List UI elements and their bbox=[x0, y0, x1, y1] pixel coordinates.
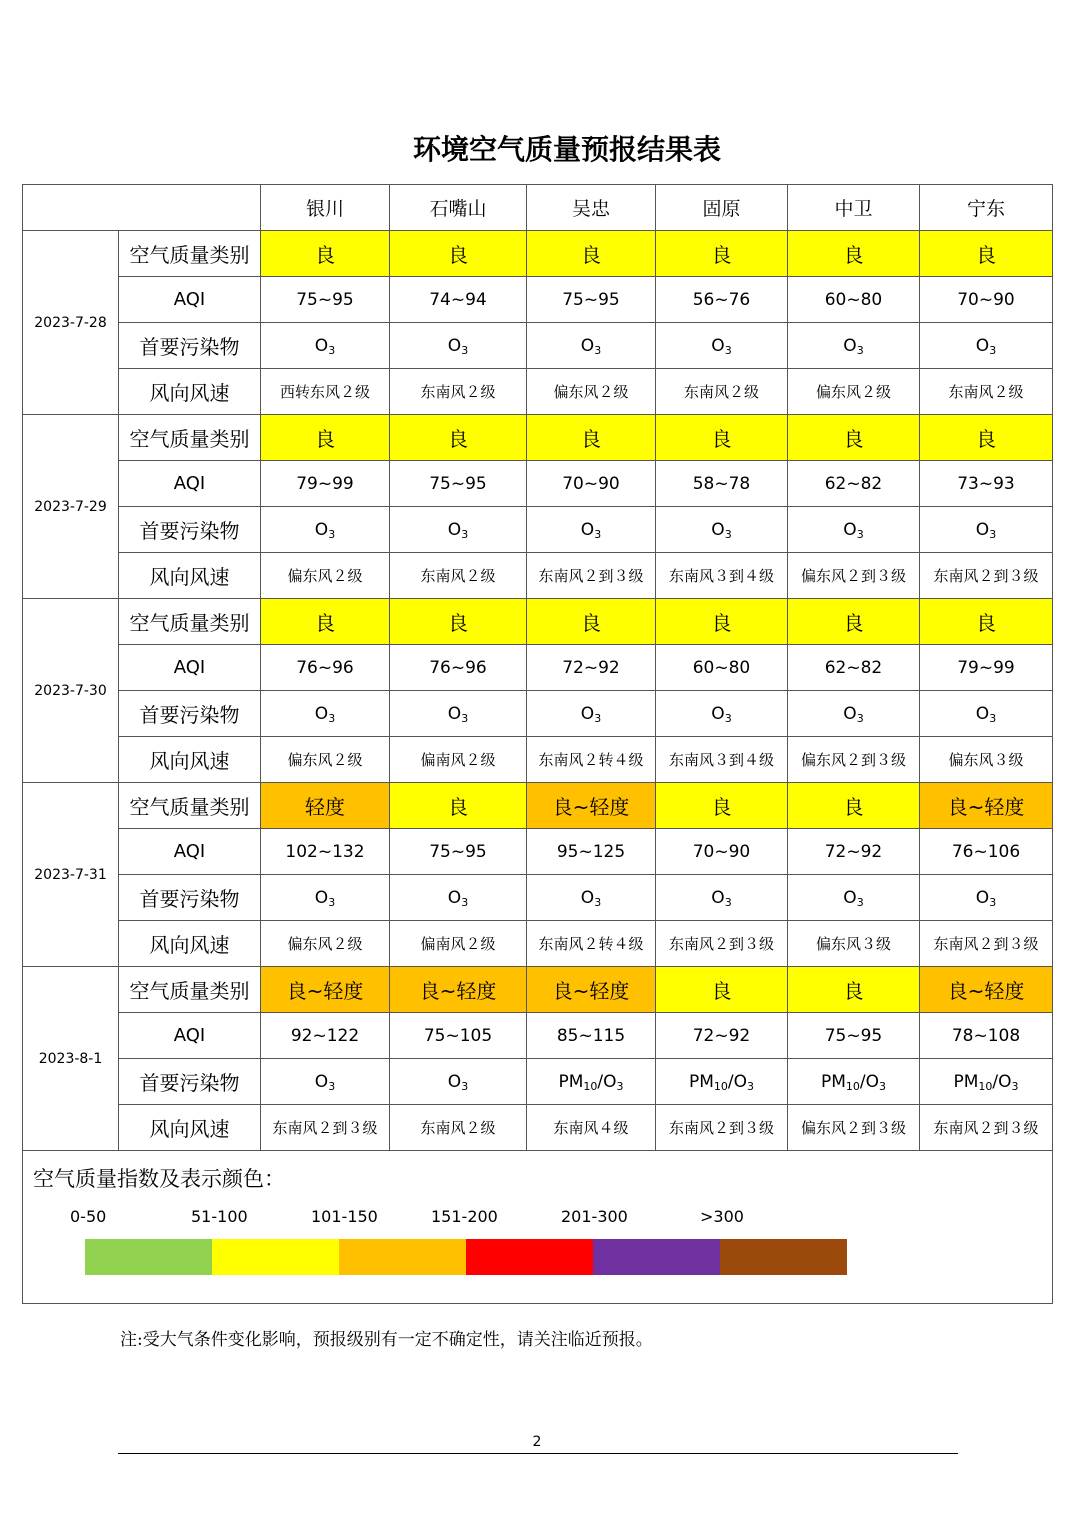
pollutant-cell: $PM_{10}/O_3$ bbox=[920, 1059, 1053, 1105]
category-cell: 良 bbox=[261, 415, 390, 461]
date-cell: 2023-7-28 bbox=[23, 231, 119, 415]
aqi-cell: 74~94 bbox=[390, 277, 527, 323]
row-aqi bbox=[23, 1013, 1053, 1059]
row-category bbox=[23, 783, 1053, 829]
category-cell: 良 bbox=[656, 967, 788, 1013]
category-cell: 良 bbox=[656, 783, 788, 829]
row-category bbox=[23, 415, 1053, 461]
legend-swatch bbox=[212, 1239, 339, 1275]
aqi-cell: 75~105 bbox=[390, 1013, 527, 1059]
date-cell: 2023-7-29 bbox=[23, 415, 119, 599]
pollutant-cell: $O_3$ bbox=[390, 1059, 527, 1105]
aqi-cell: 102~132 bbox=[261, 829, 390, 875]
city-header: 银川 bbox=[261, 185, 390, 231]
aqi-cell: 60~80 bbox=[788, 277, 920, 323]
pollutant-cell: $O_3$ bbox=[788, 323, 920, 369]
legend-label: 201-300 bbox=[561, 1207, 628, 1226]
legend-row bbox=[23, 1151, 1053, 1304]
row-label-pollutant: 首要污染物 bbox=[119, 1059, 261, 1105]
row-label-aqi: AQI bbox=[119, 1013, 261, 1059]
legend-swatch bbox=[85, 1239, 212, 1275]
wind-cell: 东南风４级 bbox=[527, 1105, 656, 1151]
category-cell: 良 bbox=[390, 231, 527, 277]
pollutant-cell: $O_3$ bbox=[390, 323, 527, 369]
date-cell: 2023-7-31 bbox=[23, 783, 119, 967]
category-cell: 良~轻度 bbox=[920, 783, 1053, 829]
wind-cell: 东南风２到３级 bbox=[920, 921, 1053, 967]
legend-swatch bbox=[593, 1239, 720, 1275]
row-label-pollutant: 首要污染物 bbox=[119, 691, 261, 737]
pollutant-cell: $O_3$ bbox=[920, 507, 1053, 553]
row-label-category: 空气质量类别 bbox=[119, 231, 261, 277]
forecast-table bbox=[22, 184, 1053, 1304]
pollutant-cell: $O_3$ bbox=[920, 875, 1053, 921]
category-cell: 良 bbox=[788, 967, 920, 1013]
aqi-cell: 70~90 bbox=[920, 277, 1053, 323]
header-corner bbox=[23, 185, 261, 231]
row-label-wind: 风向风速 bbox=[119, 921, 261, 967]
wind-cell: 东南风３到４级 bbox=[656, 737, 788, 783]
row-category bbox=[23, 599, 1053, 645]
city-header: 宁东 bbox=[920, 185, 1053, 231]
aqi-cell: 95~125 bbox=[527, 829, 656, 875]
city-header: 固原 bbox=[656, 185, 788, 231]
wind-cell: 偏南风２级 bbox=[390, 737, 527, 783]
wind-cell: 东南风２到３级 bbox=[527, 553, 656, 599]
wind-cell: 西转东风２级 bbox=[261, 369, 390, 415]
category-cell: 良 bbox=[261, 599, 390, 645]
aqi-cell: 72~92 bbox=[656, 1013, 788, 1059]
row-label-wind: 风向风速 bbox=[119, 1105, 261, 1151]
wind-cell: 东南风２级 bbox=[656, 369, 788, 415]
legend-swatch bbox=[466, 1239, 593, 1275]
row-aqi bbox=[23, 645, 1053, 691]
row-aqi bbox=[23, 829, 1053, 875]
wind-cell: 偏东风２级 bbox=[261, 553, 390, 599]
row-pollutant bbox=[23, 1059, 1053, 1105]
legend-label: 101-150 bbox=[311, 1207, 378, 1226]
wind-cell: 偏东风２级 bbox=[261, 921, 390, 967]
wind-cell: 偏东风２到３级 bbox=[788, 1105, 920, 1151]
category-cell: 良~轻度 bbox=[390, 967, 527, 1013]
row-label-wind: 风向风速 bbox=[119, 553, 261, 599]
pollutant-cell: $O_3$ bbox=[920, 323, 1053, 369]
category-cell: 良 bbox=[656, 599, 788, 645]
aqi-cell: 75~95 bbox=[788, 1013, 920, 1059]
aqi-cell: 62~82 bbox=[788, 461, 920, 507]
aqi-cell: 75~95 bbox=[527, 277, 656, 323]
wind-cell: 偏东风２到３级 bbox=[788, 553, 920, 599]
row-label-aqi: AQI bbox=[119, 829, 261, 875]
category-cell: 良 bbox=[920, 415, 1053, 461]
aqi-cell: 75~95 bbox=[390, 829, 527, 875]
row-label-aqi: AQI bbox=[119, 645, 261, 691]
row-label-category: 空气质量类别 bbox=[119, 415, 261, 461]
pollutant-cell: $O_3$ bbox=[261, 507, 390, 553]
category-cell: 良 bbox=[788, 599, 920, 645]
category-cell: 良 bbox=[261, 231, 390, 277]
aqi-cell: 76~96 bbox=[390, 645, 527, 691]
wind-cell: 偏东风３级 bbox=[788, 921, 920, 967]
pollutant-cell: $O_3$ bbox=[527, 875, 656, 921]
aqi-cell: 79~99 bbox=[920, 645, 1053, 691]
row-wind bbox=[23, 921, 1053, 967]
aqi-cell: 62~82 bbox=[788, 645, 920, 691]
category-cell: 良 bbox=[788, 783, 920, 829]
row-label-pollutant: 首要污染物 bbox=[119, 875, 261, 921]
pollutant-cell: $PM_{10}/O_3$ bbox=[527, 1059, 656, 1105]
row-aqi bbox=[23, 277, 1053, 323]
wind-cell: 东南风２到３级 bbox=[261, 1105, 390, 1151]
category-cell: 良 bbox=[390, 599, 527, 645]
category-cell: 良~轻度 bbox=[527, 783, 656, 829]
category-cell: 良 bbox=[527, 231, 656, 277]
aqi-cell: 76~106 bbox=[920, 829, 1053, 875]
wind-cell: 东南风２到３级 bbox=[656, 1105, 788, 1151]
wind-cell: 东南风２到３级 bbox=[920, 1105, 1053, 1151]
aqi-cell: 78~108 bbox=[920, 1013, 1053, 1059]
pollutant-cell: $PM_{10}/O_3$ bbox=[656, 1059, 788, 1105]
aqi-cell: 70~90 bbox=[527, 461, 656, 507]
wind-cell: 偏东风３级 bbox=[920, 737, 1053, 783]
aqi-cell: 60~80 bbox=[656, 645, 788, 691]
wind-cell: 东南风２级 bbox=[390, 1105, 527, 1151]
aqi-cell: 58~78 bbox=[656, 461, 788, 507]
category-cell: 良 bbox=[788, 231, 920, 277]
wind-cell: 东南风２到３级 bbox=[656, 921, 788, 967]
row-wind bbox=[23, 737, 1053, 783]
row-pollutant bbox=[23, 507, 1053, 553]
row-label-category: 空气质量类别 bbox=[119, 967, 261, 1013]
row-label-category: 空气质量类别 bbox=[119, 783, 261, 829]
row-label-wind: 风向风速 bbox=[119, 369, 261, 415]
row-wind bbox=[23, 369, 1053, 415]
pollutant-cell: $O_3$ bbox=[390, 507, 527, 553]
footer-rule bbox=[118, 1453, 958, 1454]
row-label-pollutant: 首要污染物 bbox=[119, 507, 261, 553]
row-label-pollutant: 首要污染物 bbox=[119, 323, 261, 369]
wind-cell: 偏东风２级 bbox=[261, 737, 390, 783]
row-label-aqi: AQI bbox=[119, 461, 261, 507]
wind-cell: 东南风２转４级 bbox=[527, 921, 656, 967]
category-cell: 良 bbox=[920, 599, 1053, 645]
pollutant-cell: $O_3$ bbox=[656, 691, 788, 737]
row-wind bbox=[23, 553, 1053, 599]
legend-label: 51-100 bbox=[191, 1207, 248, 1226]
legend-label: 0-50 bbox=[70, 1207, 107, 1226]
row-pollutant bbox=[23, 875, 1053, 921]
pollutant-cell: $O_3$ bbox=[390, 691, 527, 737]
legend-swatch bbox=[339, 1239, 466, 1275]
aqi-cell: 79~99 bbox=[261, 461, 390, 507]
category-cell: 良~轻度 bbox=[920, 967, 1053, 1013]
pollutant-cell: $O_3$ bbox=[920, 691, 1053, 737]
pollutant-cell: $PM_{10}/O_3$ bbox=[788, 1059, 920, 1105]
aqi-cell: 72~92 bbox=[788, 829, 920, 875]
category-cell: 良~轻度 bbox=[527, 967, 656, 1013]
row-category bbox=[23, 231, 1053, 277]
wind-cell: 东南风２级 bbox=[920, 369, 1053, 415]
page-title: 环境空气质量预报结果表 bbox=[412, 133, 721, 166]
pollutant-cell: $O_3$ bbox=[656, 507, 788, 553]
city-header: 中卫 bbox=[788, 185, 920, 231]
city-header: 石嘴山 bbox=[390, 185, 527, 231]
wind-cell: 偏南风２级 bbox=[390, 921, 527, 967]
pollutant-cell: $O_3$ bbox=[656, 323, 788, 369]
pollutant-cell: $O_3$ bbox=[788, 875, 920, 921]
row-label-category: 空气质量类别 bbox=[119, 599, 261, 645]
date-cell: 2023-8-1 bbox=[23, 967, 119, 1151]
wind-cell: 偏东风２级 bbox=[788, 369, 920, 415]
header-row bbox=[23, 185, 1053, 231]
pollutant-cell: $O_3$ bbox=[261, 691, 390, 737]
pollutant-cell: $O_3$ bbox=[261, 875, 390, 921]
city-header: 吴忠 bbox=[527, 185, 656, 231]
pollutant-cell: $O_3$ bbox=[527, 323, 656, 369]
category-cell: 良 bbox=[788, 415, 920, 461]
row-pollutant bbox=[23, 323, 1053, 369]
category-cell: 良 bbox=[656, 231, 788, 277]
category-cell: 良 bbox=[390, 783, 527, 829]
category-cell: 良 bbox=[527, 415, 656, 461]
footnote: 注:受大气条件变化影响，预报级别有一定不确定性，请关注临近预报。 bbox=[120, 1330, 653, 1350]
aqi-cell: 92~122 bbox=[261, 1013, 390, 1059]
aqi-cell: 72~92 bbox=[527, 645, 656, 691]
row-aqi bbox=[23, 461, 1053, 507]
legend-title: 空气质量指数及表示颜色： bbox=[33, 1167, 285, 1191]
wind-cell: 偏东风２到３级 bbox=[788, 737, 920, 783]
category-cell: 轻度 bbox=[261, 783, 390, 829]
wind-cell: 偏东风２级 bbox=[527, 369, 656, 415]
wind-cell: 东南风２级 bbox=[390, 369, 527, 415]
legend-label: >300 bbox=[700, 1207, 744, 1226]
row-label-aqi: AQI bbox=[119, 277, 261, 323]
legend-swatch bbox=[720, 1239, 847, 1275]
pollutant-cell: $O_3$ bbox=[527, 507, 656, 553]
pollutant-cell: $O_3$ bbox=[390, 875, 527, 921]
category-cell: 良~轻度 bbox=[261, 967, 390, 1013]
category-cell: 良 bbox=[527, 599, 656, 645]
row-category bbox=[23, 967, 1053, 1013]
aqi-cell: 75~95 bbox=[261, 277, 390, 323]
wind-cell: 东南风３到４级 bbox=[656, 553, 788, 599]
aqi-cell: 56~76 bbox=[656, 277, 788, 323]
pollutant-cell: $O_3$ bbox=[656, 875, 788, 921]
category-cell: 良 bbox=[656, 415, 788, 461]
wind-cell: 东南风２转４级 bbox=[527, 737, 656, 783]
row-pollutant bbox=[23, 691, 1053, 737]
aqi-cell: 73~93 bbox=[920, 461, 1053, 507]
wind-cell: 东南风２级 bbox=[390, 553, 527, 599]
wind-cell: 东南风２到３级 bbox=[920, 553, 1053, 599]
legend bbox=[23, 1151, 1053, 1304]
aqi-cell: 85~115 bbox=[527, 1013, 656, 1059]
pollutant-cell: $O_3$ bbox=[527, 691, 656, 737]
category-cell: 良 bbox=[390, 415, 527, 461]
aqi-cell: 76~96 bbox=[261, 645, 390, 691]
row-label-wind: 风向风速 bbox=[119, 737, 261, 783]
category-cell: 良 bbox=[920, 231, 1053, 277]
aqi-cell: 75~95 bbox=[390, 461, 527, 507]
pollutant-cell: $O_3$ bbox=[261, 323, 390, 369]
date-cell: 2023-7-30 bbox=[23, 599, 119, 783]
pollutant-cell: $O_3$ bbox=[788, 507, 920, 553]
pollutant-cell: $O_3$ bbox=[261, 1059, 390, 1105]
pollutant-cell: $O_3$ bbox=[788, 691, 920, 737]
legend-label: 151-200 bbox=[431, 1207, 498, 1226]
row-wind bbox=[23, 1105, 1053, 1151]
page-number: 2 bbox=[532, 1434, 542, 1450]
aqi-cell: 70~90 bbox=[656, 829, 788, 875]
